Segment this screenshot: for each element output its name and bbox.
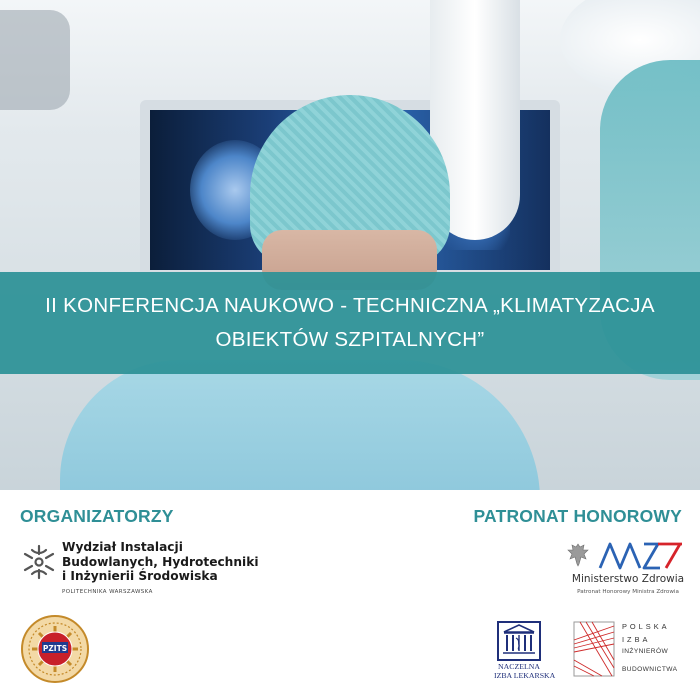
piib-graphic-icon	[572, 620, 616, 678]
mz-mark-icon	[596, 538, 686, 572]
pzits-seal-icon	[20, 614, 90, 684]
hero-surgeon-gown	[60, 360, 540, 490]
faculty-emblem-icon	[20, 542, 58, 582]
faculty-name: Wydział Instalacji Budowlanych, Hydrotechniki i Inżynierii Środowiska	[62, 540, 259, 583]
hero-equipment	[0, 10, 70, 110]
piib-logo	[572, 620, 690, 686]
naczelna-izba-lekarska-logo	[494, 618, 556, 686]
conference-title-line-2: OBIEKTÓW SZPITALNYCH”	[215, 328, 485, 351]
ministry-patronage: Patronat Honorowy Ministra Zdrowia	[577, 589, 679, 595]
organizers-heading: ORGANIZATORZY	[20, 506, 174, 526]
conference-title-line-1: II KONFERENCJA NAUKOWO - TECHNICZNA „KLIMATYZACJA	[45, 294, 655, 317]
piib-word-4: BUDOWNICTWA	[622, 666, 678, 673]
conference-title-banner	[0, 272, 700, 374]
ministry-of-health-logo	[560, 538, 690, 602]
seal-text: PZITS	[42, 644, 68, 653]
ministry-name: Ministerstwo Zdrowia	[571, 573, 685, 585]
piib-word-3: INŻYNIERÓW	[622, 648, 669, 655]
polish-eagle-icon	[566, 542, 590, 568]
piib-word-1: POLSKA	[622, 622, 670, 631]
nil-building-icon	[494, 618, 544, 662]
patronage-heading: PATRONAT HONOROWY	[473, 506, 682, 526]
faculty-university: POLITECHNIKA WARSZAWSKA	[62, 589, 153, 595]
nil-name: NACZELNA IZBA LEKARSKA	[494, 662, 556, 680]
faculty-logo	[20, 538, 260, 600]
piib-word-2: IZBA	[622, 635, 651, 644]
